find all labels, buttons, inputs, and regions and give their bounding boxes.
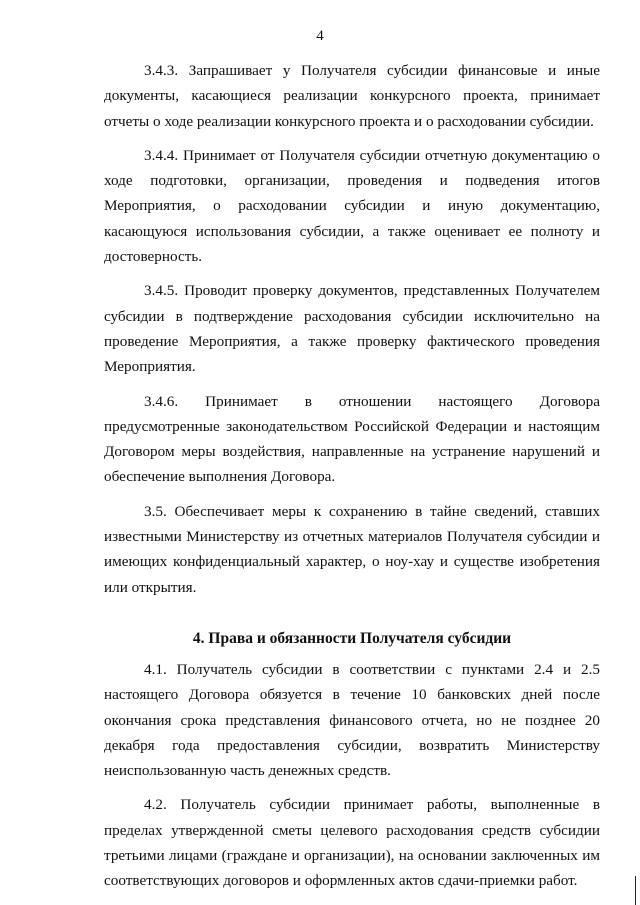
section-heading: 4. Права и обязанности Получателя субсидии [192,629,512,647]
paragraph-4-1: 4.1. Получатель субсидии в соответствии с пунктами 2.4 и 2.5 настоящего Договора обязуется в течение 10 банковских дней после окончания срока представления финансового отчета, но не позднее 20 декабря года предоставления субсидии, возвратить Министерству неиспользованную часть денежных средств. [104,660,600,780]
scan-edge-mark [635,876,636,905]
paragraph-3-4-5: 3.4.5. Проводит проверку документов, представленных Получателем субсидии в подтверждение расходования субсидии исключительно на проведение Мероприятия, а также проверку фактического проведения Мероприятия. [104,282,600,376]
paragraph-3-4-6: 3.4.6. Принимает в отношении настоящего Договора предусмотренные законодательством Российской Федерации и настоящим Договором меры воздействия, направленные на устранение нарушений и обеспечение выполнения Договора. [104,392,600,486]
document-body [104,58,600,903]
page-number: 4 [316,28,324,44]
paragraph-3-4-3: 3.4.3. Запрашивает у Получателя субсидии финансовые и иные документы, касающиеся реализации конкурсного проекта, принимает отчеты о ходе реализации конкурсного проекта и о расходовании субсидии. [104,62,600,130]
paragraph-4-2: 4.2. Получатель субсидии принимает работы, выполненные в пределах утвержденной сметы целевого расходования средств субсидии третьими лицами (граждане и организации), на основании заключенных им соответствующих договоров и оформленных актов сдачи-приемки работ. [104,796,600,890]
paragraph-3-5: 3.5. Обеспечивает меры к сохранению в тайне сведений, ставших известными Министерству из отчетных материалов Получателя субсидии и имеющих конфиденциальный характер, о ноу-хау и существе изобретения или открытия. [104,502,600,596]
paragraph-3-4-4: 3.4.4. Принимает от Получателя субсидии отчетную документацию о ходе подготовки, организации, проведения и подведения итогов Мероприятия, о расходовании субсидии и иную документацию, касающуюся использования субсидии, а также оценивает ее полноту и достоверность. [104,146,600,266]
